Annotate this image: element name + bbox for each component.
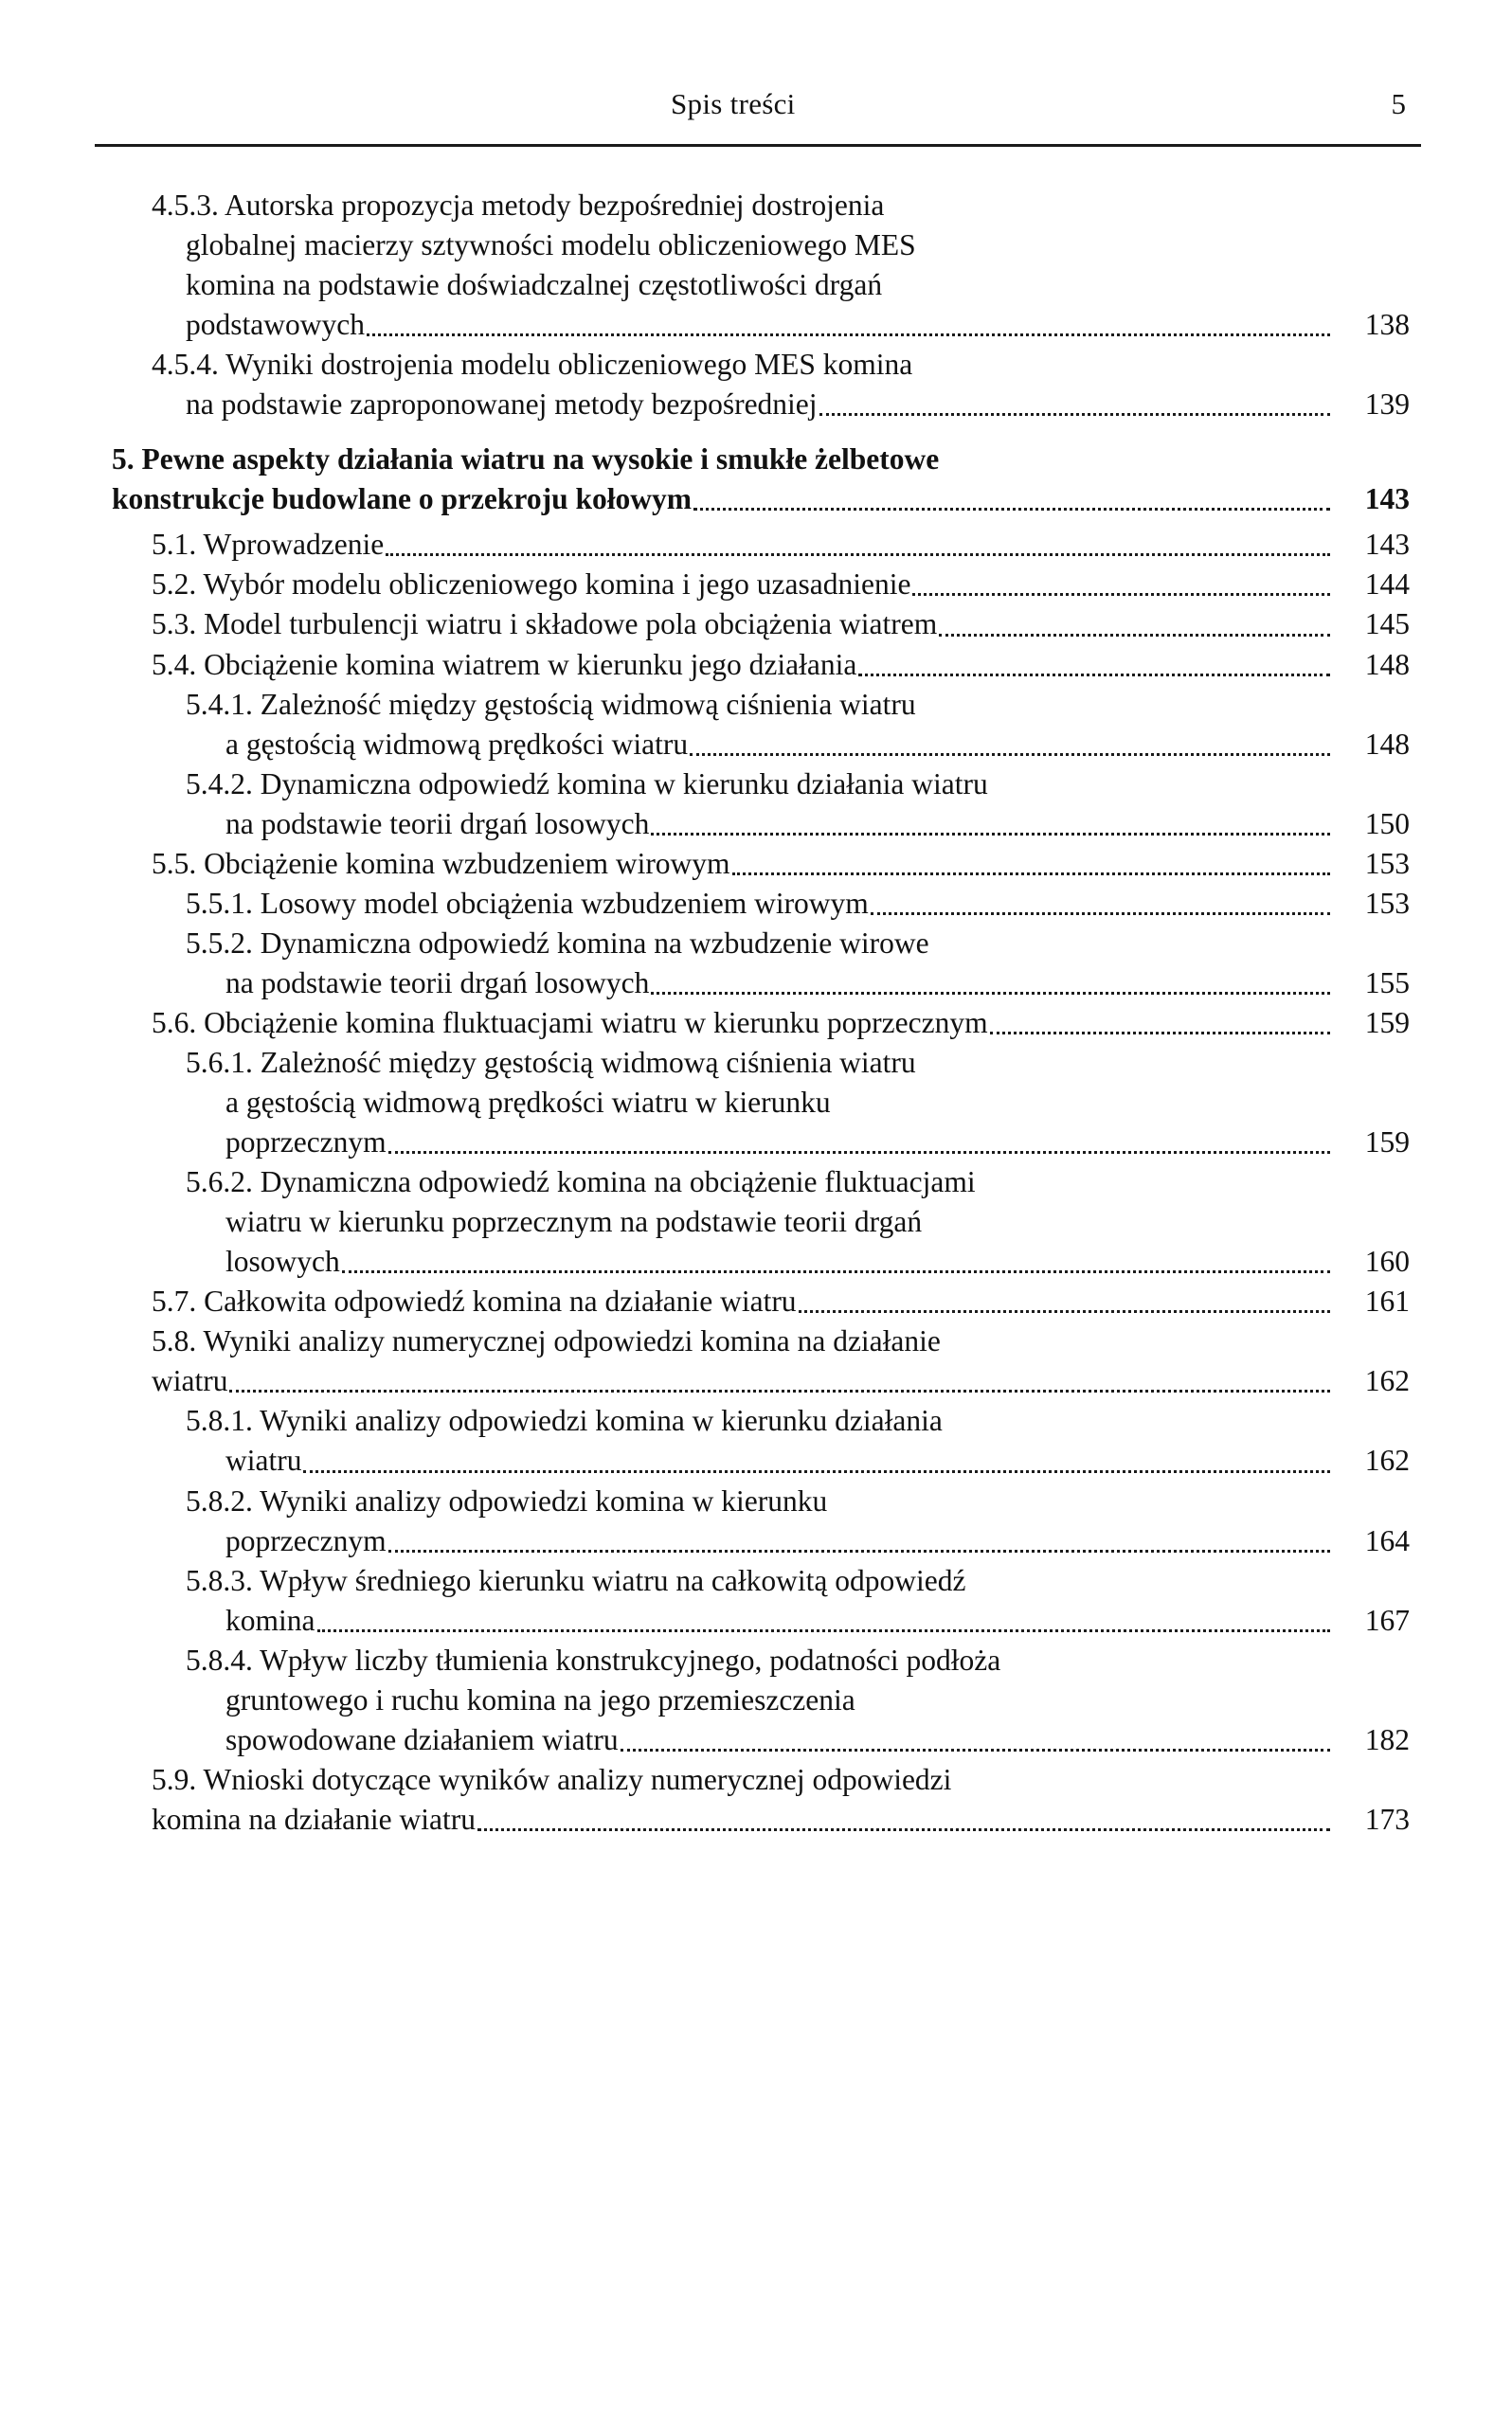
toc-page-number: 145 [1364, 607, 1410, 641]
toc-entry[interactable] [112, 1003, 1410, 1043]
toc-entry-title: 5.1. Wprowadzenie [152, 528, 385, 562]
toc-entry-title: na podstawie teorii drgań losowych [225, 806, 650, 840]
toc-page-number: 138 [1364, 308, 1410, 342]
toc-entry-title: komina na działanie wiatru [152, 1802, 476, 1836]
toc-leader-dots [621, 1748, 1330, 1752]
toc-leader-dots [342, 1269, 1330, 1273]
toc-entry-last-line [112, 1800, 1410, 1840]
toc-entry-title: 5.2. Wybór modelu obliczeniowego komina i jego uzasadnienie [152, 567, 911, 602]
toc-leader-dots [858, 673, 1330, 676]
toc-entry-title: 5.5.1. Losowy model obciążenia wzbudzeniem wirowym [186, 886, 869, 920]
toc-leader-dots [912, 592, 1330, 596]
toc-leader-dots [388, 1549, 1330, 1553]
toc-entry-title: poprzecznym [225, 1125, 387, 1160]
toc-entry-title: 5.6. Obciążenie komina fluktuacjami wiatru w kierunku poprzecznym [152, 1005, 988, 1039]
toc-entry-last-line [112, 1720, 1410, 1760]
toc-leader-dots [388, 1150, 1330, 1154]
toc-entry-line: 5.6.1. Zależność między gęstością widmową ciśnienia wiatru [186, 1045, 916, 1079]
toc-page-number: 144 [1364, 567, 1410, 602]
toc-leader-dots [990, 1031, 1330, 1034]
toc-leader-dots [799, 1309, 1330, 1313]
toc-entry-last-line [112, 1361, 1410, 1401]
running-head-title: Spis treści [671, 87, 796, 120]
toc-leader-dots [477, 1827, 1330, 1831]
toc-entry[interactable] [112, 1282, 1410, 1321]
toc-entry-last-line [112, 1282, 1410, 1321]
toc-entry-title: a gęstością widmową prędkości wiatru [225, 727, 689, 761]
toc-leader-dots [939, 633, 1330, 637]
toc-page-number: 153 [1364, 846, 1410, 880]
toc-entry-title: 5.3. Model turbulencji wiatru i składowe pola obciążenia wiatrem [152, 607, 938, 641]
toc-entry-last-line [112, 525, 1410, 565]
toc-entry-last-line [112, 645, 1410, 685]
toc-entry-line: globalnej macierzy sztywności modelu obliczeniowego MES [186, 228, 916, 262]
toc-entry[interactable] [112, 604, 1410, 644]
toc-page-number: 139 [1364, 387, 1410, 422]
toc-entry[interactable] [112, 764, 1410, 844]
toc-page-number: 182 [1364, 1722, 1410, 1756]
toc-entry[interactable] [112, 1482, 1410, 1561]
toc-page-number: 143 [1364, 528, 1410, 562]
toc-entry[interactable] [112, 440, 1410, 519]
toc-leader-dots [690, 752, 1330, 756]
toc-entry-line: 4.5.3. Autorska propozycja metody bezpośredniej dostrojenia [152, 189, 885, 222]
toc-entry[interactable] [112, 924, 1410, 1003]
toc-leader-dots [651, 832, 1330, 836]
toc-page-number: 148 [1364, 647, 1410, 681]
toc-entry-title: 5.7. Całkowita odpowiedź komina na działanie wiatru [152, 1285, 797, 1319]
toc-page-number: 159 [1364, 1125, 1410, 1160]
toc-entry-line: a gęstością widmową prędkości wiatru w kierunku [225, 1086, 831, 1120]
toc-leader-dots [229, 1389, 1330, 1393]
toc-leader-dots [819, 412, 1330, 416]
toc-entry-line: 5.8.1. Wyniki analizy odpowiedzi komina w kierunku działania [186, 1404, 943, 1438]
toc-entry-line: 5.4.2. Dynamiczna odpowiedź komina w kierunku działania wiatru [186, 766, 988, 800]
running-head [112, 87, 1406, 121]
toc-page-number: 148 [1364, 727, 1410, 761]
toc-entry-line: komina na podstawie doświadczalnej częstotliwości drgań [186, 268, 883, 302]
toc-entry-title: poprzecznym [225, 1523, 387, 1557]
toc-entry-title: spowodowane działaniem wiatru [225, 1722, 619, 1756]
toc-page-number: 153 [1364, 886, 1410, 920]
toc-entry-line: 5.6.2. Dynamiczna odpowiedź komina na obciążenie fluktuacjami [186, 1165, 976, 1199]
toc-entry-last-line [112, 479, 1410, 519]
toc-entry-line: 5.8.2. Wyniki analizy odpowiedzi komina w kierunku [186, 1483, 828, 1518]
toc-page-number: 162 [1364, 1444, 1410, 1478]
toc-entry-line: gruntowego i ruchu komina na jego przemieszczenia [225, 1682, 855, 1717]
toc-entry-last-line [112, 1521, 1410, 1561]
toc-entry-line: 4.5.4. Wyniki dostrojenia modelu obliczeniowego MES komina [152, 348, 913, 382]
toc-entry-last-line [112, 385, 1410, 424]
toc-leader-dots [317, 1628, 1331, 1632]
toc-entry-last-line [112, 804, 1410, 844]
toc-entry-line: 5.9. Wnioski dotyczące wyników analizy numerycznej odpowiedzi [152, 1762, 952, 1796]
toc-entry-last-line [112, 1242, 1410, 1282]
toc-entry-last-line [112, 1441, 1410, 1481]
toc-leader-dots [303, 1469, 1330, 1473]
toc-leader-dots [693, 507, 1330, 511]
toc-page-number: 159 [1364, 1005, 1410, 1039]
toc-entry-line: 5. Pewne aspekty działania wiatru na wysokie i smukłe żelbetowe [112, 442, 940, 476]
toc-entry-title: na podstawie zaproponowanej metody bezpośredniej [186, 387, 818, 422]
toc-leader-dots [651, 991, 1330, 995]
toc-entry-title: na podstawie teorii drgań losowych [225, 965, 650, 999]
toc-entry[interactable] [112, 565, 1410, 604]
toc-entry[interactable] [112, 1043, 1410, 1162]
toc-entry-last-line [112, 725, 1410, 764]
toc-entry-last-line [112, 1123, 1410, 1162]
toc-page-number: 155 [1364, 965, 1410, 999]
running-head-page-number: 5 [1391, 87, 1406, 120]
toc-leader-dots [732, 872, 1330, 875]
toc-entry[interactable] [112, 685, 1410, 764]
toc-entry-title: losowych [225, 1245, 340, 1279]
toc-page-number: 164 [1364, 1523, 1410, 1557]
toc-entry-title: 5.5. Obciążenie komina wzbudzeniem wirowym [152, 846, 730, 880]
toc-entry[interactable] [112, 345, 1410, 424]
toc-entry-title: komina [225, 1603, 315, 1637]
toc-entry[interactable] [112, 1162, 1410, 1282]
toc-entry-line: 5.4.1. Zależność między gęstością widmową ciśnienia wiatru [186, 687, 916, 721]
toc-entry-line: wiatru w kierunku poprzecznym na podstawie teorii drgań [225, 1205, 923, 1239]
toc-page-number: 143 [1364, 482, 1410, 516]
toc-entry-last-line [112, 1601, 1410, 1641]
toc-entry-last-line [112, 565, 1410, 604]
toc-entry-title: wiatru [152, 1364, 228, 1398]
toc-page-number: 161 [1364, 1285, 1410, 1319]
toc-entry-title: wiatru [225, 1444, 302, 1478]
toc-entry[interactable] [112, 844, 1410, 884]
toc-leader-dots [386, 552, 1330, 556]
toc-page-number: 160 [1364, 1245, 1410, 1279]
toc-entry[interactable] [112, 186, 1410, 345]
toc-spacer [112, 424, 1410, 440]
toc-page-number: 167 [1364, 1603, 1410, 1637]
header-divider [95, 144, 1421, 147]
toc-leader-dots [871, 911, 1330, 915]
toc-entry[interactable] [112, 1321, 1410, 1401]
toc-entry-line: 5.5.2. Dynamiczna odpowiedź komina na wzbudzenie wirowe [186, 926, 929, 960]
toc-entry-line: 5.8.4. Wpływ liczby tłumienia konstrukcyjnego, podatności podłoża [186, 1643, 1001, 1677]
toc-entry-title: konstrukcje budowlane o przekroju kołowym [112, 482, 692, 516]
toc-page-number: 173 [1364, 1802, 1410, 1836]
toc-entry[interactable] [112, 1641, 1410, 1760]
toc-entry-last-line [112, 963, 1410, 1003]
toc-entry-title: 5.4. Obciążenie komina wiatrem w kierunku jego działania [152, 647, 857, 681]
toc-leader-dots [367, 333, 1330, 336]
toc-entry-title: podstawowych [186, 308, 365, 342]
toc-page-number: 162 [1364, 1364, 1410, 1398]
toc-entry-last-line [112, 305, 1410, 345]
toc-entry-last-line [112, 844, 1410, 884]
toc-entry-last-line [112, 1003, 1410, 1043]
toc-entry[interactable] [112, 1401, 1410, 1481]
toc-entry[interactable] [112, 1760, 1410, 1840]
toc-entry-line: 5.8. Wyniki analizy numerycznej odpowiedzi komina na działanie [152, 1324, 941, 1358]
toc-page-number: 150 [1364, 806, 1410, 840]
table-of-contents [112, 186, 1410, 1840]
toc-entry[interactable] [112, 525, 1410, 565]
toc-entry-line: 5.8.3. Wpływ średniego kierunku wiatru na całkowitą odpowiedź [186, 1563, 966, 1597]
toc-entry-last-line [112, 884, 1410, 924]
toc-entry[interactable] [112, 884, 1410, 924]
toc-entry[interactable] [112, 645, 1410, 685]
toc-entry[interactable] [112, 1561, 1410, 1641]
toc-entry-last-line [112, 604, 1410, 644]
